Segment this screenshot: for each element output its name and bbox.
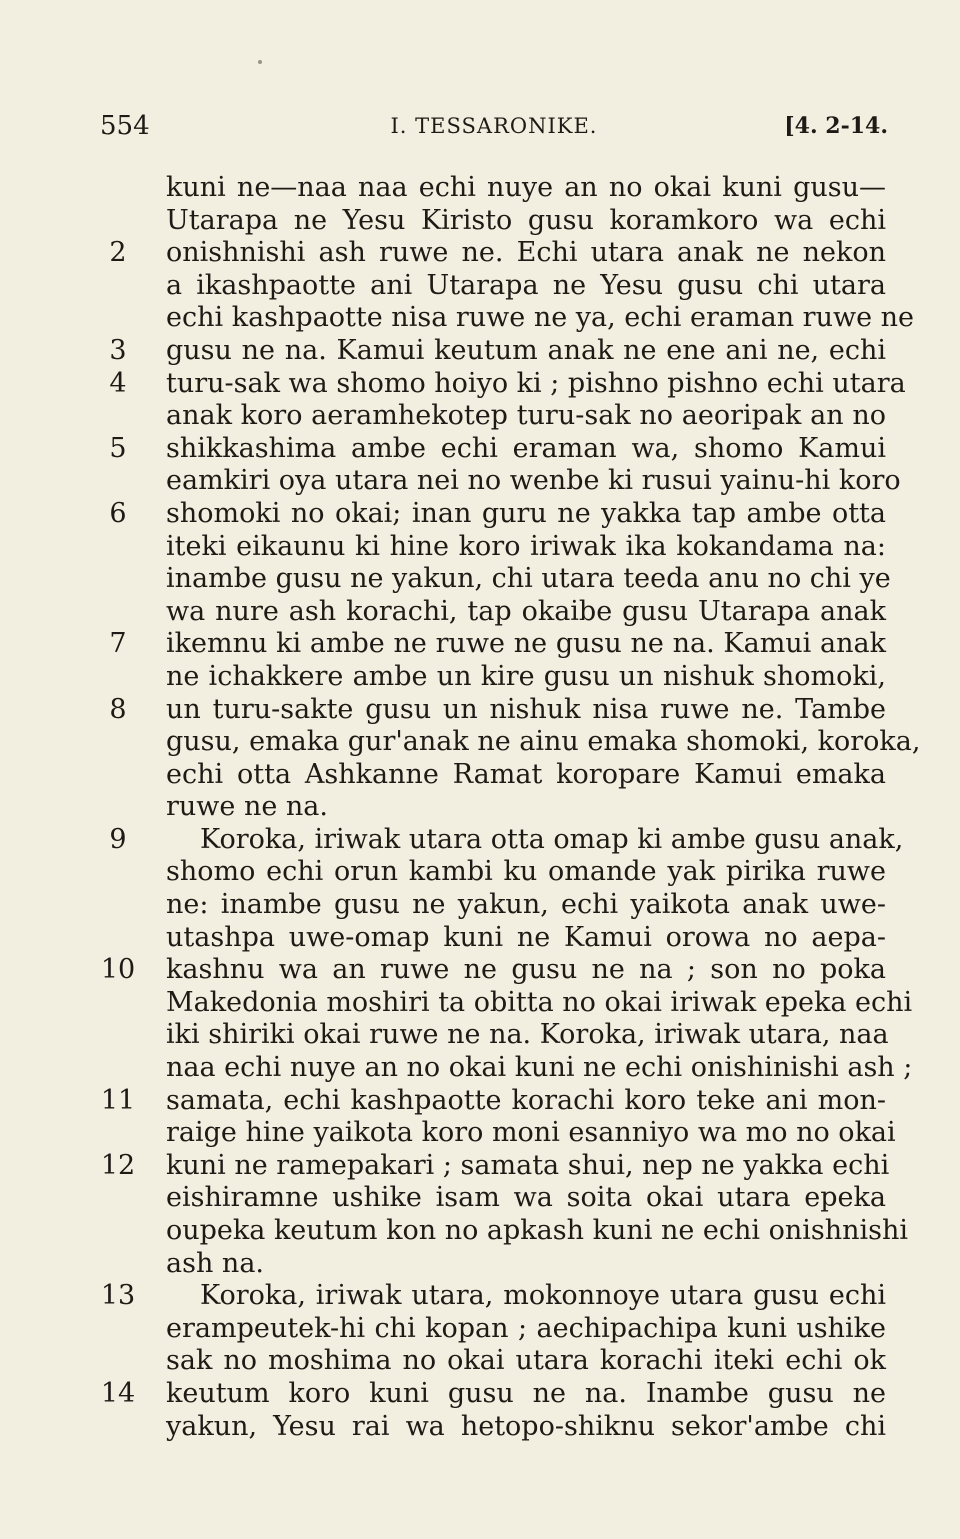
line-text: Koroka, iriwak utara otta omap ki ambe gusu anak, [200, 823, 904, 855]
text-line [0, 726, 960, 759]
verse-number: 12 [100, 1149, 136, 1181]
verse-number: 5 [109, 432, 127, 464]
verse-number: 13 [100, 1280, 136, 1312]
page-number: 554 [100, 111, 150, 141]
line-text: erampeutek-hi chi kopan ; aechipachipa kuni ushike [166, 1312, 886, 1344]
line-text: shomoki no okai; inan guru ne yakka tap ambe otta [166, 497, 886, 529]
text-line [0, 368, 960, 401]
text-line [0, 1411, 960, 1444]
line-text: utashpa uwe-omap kuni ne Kamui orowa no aepa- [166, 921, 886, 953]
text-line [0, 694, 960, 727]
text-line [0, 856, 960, 889]
text-line [0, 1313, 960, 1346]
verse-number: 4 [109, 367, 127, 399]
text-line [0, 1052, 960, 1085]
verse-number: 9 [109, 823, 127, 855]
line-text: kuni ne ramepakari ; samata shui, nep ne yakka echi [166, 1149, 890, 1181]
line-text: eishiramne ushike isam wa soita okai utara epeka [166, 1182, 886, 1214]
line-text: inambe gusu ne yakun, chi utara teeda anu no chi ye [166, 563, 891, 595]
line-text: onishnishi ash ruwe ne. Echi utara anak ne nekon [166, 237, 886, 269]
line-text: kashnu wa an ruwe ne gusu ne na ; son no poka [166, 954, 886, 986]
text-line [0, 563, 960, 596]
text-line [0, 1085, 960, 1118]
line-text: ne ichakkere ambe un kire gusu un nishuk shomoki, [166, 660, 886, 692]
text-line [0, 1019, 960, 1052]
text-line [0, 1378, 960, 1411]
line-text: turu-sak wa shomo hoiyo ki ; pishno pishno echi utara [166, 367, 906, 399]
line-text: shomo echi orun kambi ku omande yak pirika ruwe [166, 856, 886, 888]
text-line [0, 465, 960, 498]
line-text: Koroka, iriwak utara, mokonnoye utara gusu echi [200, 1280, 886, 1312]
verse-number: 3 [109, 334, 127, 366]
line-text: raige hine yaikota koro moni esanniyo wa mo no okai [166, 1117, 896, 1149]
text-line [0, 1182, 960, 1215]
body-text [0, 172, 960, 1443]
line-text: yakun, Yesu rai wa hetopo-shiknu sekor'ambe chi [166, 1410, 886, 1442]
line-text: iki shiriki okai ruwe ne na. Koroka, iriwak utara, naa [166, 1019, 889, 1051]
verse-number: 7 [109, 628, 127, 660]
text-line [0, 759, 960, 792]
text-line [0, 1280, 960, 1313]
text-line [0, 1248, 960, 1281]
line-text: naa echi nuye an no okai kuni ne echi onishinishi ash ; [166, 1052, 913, 1084]
text-line [0, 531, 960, 564]
line-text: anak koro aeramhekotep turu-sak no aeoripak an no [166, 400, 886, 432]
line-text: gusu ne na. Kamui keutum anak ne ene ani ne, echi [166, 334, 886, 366]
line-text: sak no moshima no okai utara korachi iteki echi ok [166, 1345, 886, 1377]
text-line [0, 335, 960, 368]
text-line [0, 596, 960, 629]
text-line [0, 1117, 960, 1150]
text-line [0, 628, 960, 661]
text-line [0, 205, 960, 238]
text-line [0, 791, 960, 824]
line-text: ikemnu ki ambe ne ruwe ne gusu ne na. Kamui anak [166, 628, 886, 660]
verse-number: 6 [109, 497, 127, 529]
text-line [0, 661, 960, 694]
line-text: samata, echi kashpaotte korachi koro teke ani mon- [166, 1084, 886, 1116]
ink-speck [258, 60, 262, 64]
text-line [0, 1345, 960, 1378]
verse-range: [4. 2-14. [784, 113, 888, 139]
line-text: echi otta Ashkanne Ramat koropare Kamui emaka [166, 758, 886, 790]
line-text: echi kashpaotte nisa ruwe ne ya, echi eraman ruwe ne [166, 302, 914, 334]
line-text: ash na. [166, 1247, 264, 1279]
line-text: oupeka keutum kon no apkash kuni ne echi onishnishi [166, 1215, 909, 1246]
text-line [0, 302, 960, 335]
text-line [0, 270, 960, 303]
line-text: ruwe ne na. [166, 791, 328, 823]
text-line [0, 1215, 960, 1248]
line-text: un turu-sakte gusu un nishuk nisa ruwe ne. Tambe [166, 693, 886, 725]
text-line [0, 922, 960, 955]
line-text: shikkashima ambe echi eraman wa, shomo Kamui [166, 432, 886, 464]
line-text: eamkiri oya utara nei no wenbe ki rusui yainu-hi koro [166, 465, 901, 497]
line-text: ne: inambe gusu ne yakun, echi yaikota anak uwe- [166, 889, 886, 921]
text-line [0, 987, 960, 1020]
text-line [0, 237, 960, 270]
text-line [0, 824, 960, 857]
line-text: keutum koro kuni gusu ne na. Inambe gusu ne [166, 1377, 886, 1409]
page-header [100, 108, 888, 144]
text-line [0, 400, 960, 433]
line-text: gusu, emaka gur'anak ne ainu emaka shomoki, koroka, [166, 726, 921, 758]
running-title: I. TESSARONIKE. [390, 114, 598, 138]
text-line [0, 172, 960, 205]
text-line [0, 889, 960, 922]
verse-number: 14 [100, 1377, 136, 1409]
text-line [0, 498, 960, 531]
line-text: a ikashpaotte ani Utarapa ne Yesu gusu chi utara [166, 269, 886, 301]
text-line [0, 433, 960, 466]
verse-number: 11 [100, 1084, 136, 1116]
line-text: Utarapa ne Yesu Kiristo gusu koramkoro wa echi [166, 204, 886, 236]
text-line [0, 1150, 960, 1183]
line-text: Makedonia moshiri ta obitta no okai iriwak epeka echi [166, 986, 913, 1018]
verse-number: 2 [109, 237, 127, 269]
verse-number: 10 [100, 954, 136, 986]
verse-number: 8 [109, 693, 127, 725]
line-text: kuni ne—naa naa echi nuye an no okai kuni gusu— [166, 172, 886, 203]
line-text: iteki eikaunu ki hine koro iriwak ika kokandama na: [166, 530, 886, 562]
text-line [0, 954, 960, 987]
line-text: wa nure ash korachi, tap okaibe gusu Utarapa anak [166, 595, 886, 627]
